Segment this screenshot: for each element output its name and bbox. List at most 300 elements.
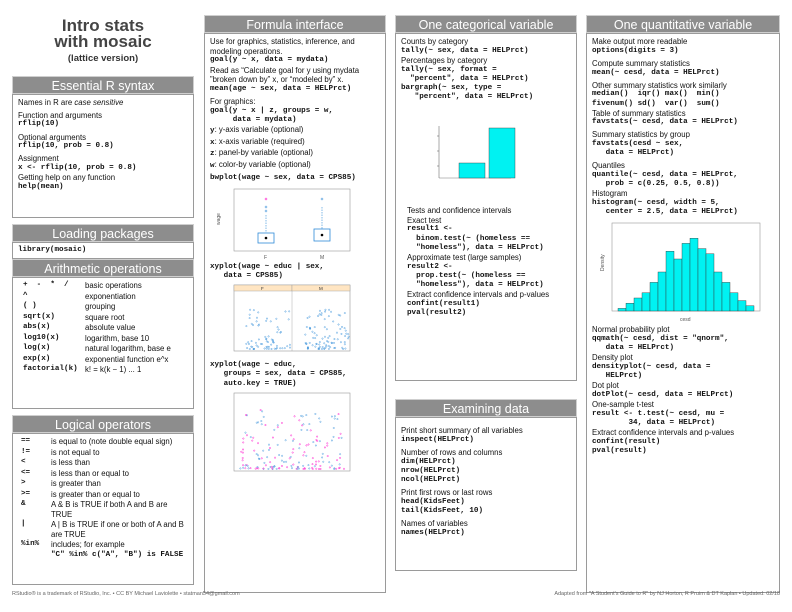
arith-row-2: [23, 302, 171, 313]
onequant-c10: dotPlot(~ cesd, data = HELPrct): [592, 390, 734, 399]
histogram-bar: [706, 254, 714, 311]
essential-header: Essential R syntax: [12, 76, 194, 94]
xyplot-point: [266, 318, 267, 319]
onequant-c8a: qqmath(~ cesd, dist = "qnorm",: [592, 335, 729, 344]
xyplot-groups-point: [265, 464, 266, 465]
xyplot-groups-point: [252, 440, 253, 441]
logical-row-3-desc: is less than or equal to: [51, 468, 130, 478]
xyplot-point: [329, 336, 330, 337]
xyplot-point: [265, 337, 266, 338]
onequant-c12a: confint(result): [592, 437, 661, 446]
arith-row-1-op: ^: [23, 291, 28, 300]
arith-row-3-desc: square root: [85, 312, 125, 322]
xyplot-point: [338, 314, 339, 315]
xyplot-point: [276, 346, 277, 347]
xyplot-groups-point: [320, 421, 321, 422]
xyplot-groups-point: [242, 467, 243, 468]
logical-row-2-op: <: [21, 458, 26, 466]
xyplot-point: [279, 348, 280, 349]
onequant-l6: Quantiles: [592, 161, 625, 171]
formula-var-0: y: y-axis variable (optional): [210, 125, 304, 136]
logical-row-8-desc: includes; for example: [51, 540, 125, 549]
xyplot-groups-point: [301, 424, 302, 425]
onecat-box: [395, 33, 577, 381]
xyplot-point: [274, 348, 275, 349]
xyplot-point: [330, 311, 331, 312]
xyplot-groups-frame: [234, 393, 350, 471]
xyplot-groups-point: [303, 454, 304, 455]
xyplot-groups-point: [250, 436, 251, 437]
xyplot-point: [324, 327, 325, 328]
xyplot-groups-point: [260, 409, 261, 410]
xyplot-groups-point: [263, 416, 264, 417]
onecat-tests: [401, 206, 571, 318]
arith-row-8-desc: k! = k(k − 1) ... 1: [85, 365, 142, 374]
arith-row-4: [23, 323, 171, 334]
logical-row-5: [21, 490, 188, 501]
xyplot-groups-point: [337, 418, 338, 419]
formula-c5a: xyplot(wage ~ educ | sex,: [210, 263, 324, 272]
logical-row-1: [21, 448, 188, 459]
xyplot-point: [340, 315, 341, 316]
xyplot-groups-point: [263, 450, 264, 451]
xyplot-groups-point: [333, 436, 334, 437]
xyplot-groups-point: [253, 437, 254, 438]
xyplot-groups-point: [299, 447, 300, 448]
xyplot-point: [348, 336, 349, 337]
xyplot-groups-point: [277, 424, 278, 425]
logical-row-7-desc: A | B is TRUE if one or both of A and B are TRUE: [51, 520, 184, 539]
histogram-bar: [642, 293, 650, 311]
xyplot-groups-point: [339, 457, 340, 458]
xyplot-groups-point: [281, 465, 282, 466]
histogram-bar: [690, 239, 698, 312]
onecat-l6: Approximate test (large samples): [407, 252, 522, 262]
column-4: [586, 15, 780, 593]
xyplot-groups-point: [315, 461, 316, 462]
logical-row-2: [21, 458, 188, 469]
logical-row-3-op: <=: [21, 468, 31, 477]
arith-box: [12, 277, 194, 409]
xyplot-point: [267, 342, 268, 343]
xyplot-groups-point: [293, 438, 294, 439]
logical-row-1-desc: is not equal to: [51, 447, 100, 457]
histogram-bar: [730, 293, 738, 311]
logical-row-0: [21, 437, 188, 448]
xyplot-point: [328, 316, 329, 317]
xyplot-groups-point: [265, 424, 266, 425]
xyplot-groups-point: [319, 417, 320, 418]
onequant-c3a: median() iqr() max() min(): [592, 90, 720, 99]
xyplot-groups-point: [331, 439, 332, 440]
onequant-l5: Summary statistics by group: [592, 130, 690, 140]
xyplot-point: [322, 347, 323, 348]
xyplot-point: [345, 330, 346, 331]
onequant-l4: Table of summary statistics: [592, 108, 686, 118]
xyplot-point: [258, 312, 259, 313]
xyplot-groups-point: [261, 423, 262, 424]
histogram-bar: [618, 309, 626, 312]
onequant-c6b: prob = c(0.25, 0.5, 0.8)): [592, 180, 720, 189]
examining-c2b: nrow(HELPrct): [401, 466, 461, 475]
xyplot-point: [287, 346, 288, 347]
bargraph-bar-male: [489, 128, 515, 178]
onequant-l2: Compute summary statistics: [592, 58, 690, 68]
xyplot-panel-chart: [214, 283, 354, 361]
xyplot-groups-point: [331, 465, 332, 466]
xyplot-groups-point: [319, 440, 320, 441]
xyplot-point: [247, 342, 248, 343]
xyplot-groups-point: [334, 415, 335, 416]
essential-c5: help(mean): [18, 183, 64, 191]
xyplot-groups-point: [323, 461, 324, 462]
histogram-bar: [666, 252, 674, 312]
xyplot-point: [341, 334, 342, 335]
histogram-bar: [634, 298, 642, 311]
xyplot-groups-point: [291, 465, 292, 466]
xyplot-groups-point: [313, 441, 314, 442]
logical-row-4-desc: is greater than: [51, 479, 101, 488]
xyplot-point: [326, 341, 327, 342]
onequant-c2: mean(~ cesd, data = HELPrct): [592, 68, 720, 77]
onequant-l7: Histogram: [592, 189, 628, 199]
essential-l1b: case sensitive: [74, 98, 124, 107]
onecat-c1: tally(~ sex, data = HELPrct): [401, 46, 529, 55]
xyplot-point: [316, 335, 317, 336]
xyplot-groups-point: [308, 444, 309, 445]
onecat-c3a: bargraph(~ sex, type =: [401, 83, 502, 92]
xyplot-groups-point: [327, 442, 328, 443]
xyplot-groups-point: [291, 467, 292, 468]
xyplot-point: [319, 342, 320, 343]
onecat-c6b: prop.test(~ (homeless ==: [407, 271, 526, 280]
xyplot-point: [347, 338, 348, 339]
xyplot-point: [314, 333, 315, 334]
xyplot-point: [246, 343, 247, 344]
xyplot-point: [265, 321, 266, 322]
xyplot-groups-point: [321, 456, 322, 457]
xyplot-point: [345, 348, 346, 349]
column-2: [204, 15, 386, 593]
essential-l3: Optional arguments: [18, 132, 87, 142]
xyplot-groups-point: [242, 457, 243, 458]
logical-row-6: [21, 500, 188, 520]
formula-c5b: data = CPS85): [210, 272, 283, 281]
logical-row-2-desc: is less than: [51, 458, 91, 467]
xyplot-groups-point: [277, 444, 278, 445]
xyplot-groups-point: [250, 467, 251, 468]
arith-row-1-desc: exponentiation: [85, 291, 136, 301]
bargraph-chart: [401, 106, 571, 206]
xyplot-point: [288, 319, 289, 320]
formula-c2: mean(age ~ sex, data = HELPrct): [210, 85, 352, 94]
title-line2: with mosaic: [54, 32, 152, 51]
histogram-bar: [650, 283, 658, 312]
xyplot-groups-point: [268, 444, 269, 445]
arith-row-4-op: abs(x): [23, 323, 51, 331]
xyplot-groups-point: [327, 455, 328, 456]
examining-box: [395, 417, 577, 571]
xyplot-point: [249, 318, 250, 319]
xyplot-point: [325, 309, 326, 310]
xyplot-groups-point: [256, 422, 257, 423]
loading-header: Loading packages: [12, 224, 194, 242]
bwplot-outlier-pink: [265, 198, 267, 200]
examining-c2c: ncol(HELPrct): [401, 475, 461, 484]
xyplot-groups-point: [269, 447, 270, 448]
xyplot-groups-point: [261, 420, 262, 421]
formula-c6b: groups = sex, data = CPS85,: [210, 370, 347, 379]
xyplot-groups-chart: [214, 391, 354, 475]
xyplot-point: [319, 310, 320, 311]
xyplot-point: [321, 349, 322, 350]
xyplot-groups-point: [341, 437, 342, 438]
logical-row-6-op: &: [21, 500, 26, 508]
arith-row-8: [23, 365, 171, 376]
xyplot-point: [315, 346, 316, 347]
bwplot-chart: [214, 185, 354, 263]
arith-row-1: [23, 292, 171, 303]
logical-row-4: [21, 479, 188, 490]
onequant-l1: Make output more readable: [592, 37, 688, 46]
examining-header: Examining data: [395, 399, 577, 417]
xyplot-groups-point: [339, 463, 340, 464]
xyplot-groups-point: [264, 462, 265, 463]
logical-row-1-op: !=: [21, 447, 31, 456]
arith-row-7-desc: exponential function e^x: [85, 354, 169, 364]
onecat-l2: Percentages by category: [401, 55, 488, 65]
histogram-bar: [746, 306, 754, 311]
onequant-c9b: HELPrct): [592, 372, 643, 381]
histogram-bar: [674, 259, 682, 311]
xyplot-point: [309, 343, 310, 344]
histogram-bar: [626, 304, 634, 312]
loading-code: library(mosaic): [18, 246, 87, 254]
xyplot-groups-point: [315, 445, 316, 446]
xyplot-groups-point: [340, 433, 341, 434]
arith-row-2-desc: grouping: [85, 302, 116, 311]
xyplot-groups-point: [343, 468, 344, 469]
xyplot-groups-point: [290, 456, 291, 457]
essential-l1: [18, 98, 188, 108]
logical-row-3: [21, 469, 188, 480]
xyplot-groups-point: [272, 437, 273, 438]
arith-row-4-desc: absolute value: [85, 323, 136, 332]
onecat-c3b: "percent", data = HELPrct): [401, 92, 534, 101]
xyplot-groups-point: [320, 468, 321, 469]
histogram-bar: [714, 272, 722, 311]
xyplot-groups-point: [274, 429, 275, 430]
formula-var-1: x: x-axis variable (required): [210, 136, 305, 147]
xyplot-groups-point: [306, 414, 307, 415]
xyplot-point: [341, 327, 342, 328]
xyplot-groups-point: [315, 413, 316, 414]
xyplot-groups-point: [308, 464, 309, 465]
xyplot-groups-point: [256, 453, 257, 454]
logical-box: [12, 433, 194, 585]
arith-row-5-op: log10(x): [23, 333, 60, 342]
histogram-bar: [658, 272, 666, 311]
xyplot-point: [340, 342, 341, 343]
xyplot-groups-point: [257, 466, 258, 467]
xyplot-groups-point: [246, 434, 247, 435]
xyplot-groups-point: [304, 451, 305, 452]
formula-read1: Read as “Calculate goal for y using mydata ”broken down by” x, or “modeled by” x.: [210, 65, 360, 85]
arith-row-6: [23, 344, 171, 355]
xyplot-groups-point: [322, 453, 323, 454]
xyplot-groups-point: [309, 467, 310, 468]
xyplot-point: [309, 316, 310, 317]
examining-l4: Names of variables: [401, 518, 468, 528]
arith-table: [23, 281, 171, 376]
examining-l3: Print first rows or last rows: [401, 487, 493, 497]
bwplot-f-outlier1: [265, 210, 267, 212]
xyplot-point: [270, 344, 271, 345]
onequant-l11: One-sample t-test: [592, 400, 654, 410]
xyplot-point: [314, 338, 315, 339]
xyplot-point: [306, 327, 307, 328]
logical-row-7-op: |: [21, 520, 26, 528]
logical-header: Logical operators: [12, 415, 194, 433]
xyplot-point: [342, 349, 343, 350]
xyplot-groups-point: [293, 448, 294, 449]
xyplot-strip-f-label: F: [261, 286, 264, 292]
xyplot-groups-point: [242, 452, 243, 453]
xyplot-groups-point: [254, 450, 255, 451]
xyplot-groups-point: [309, 423, 310, 424]
essential-l4: Assignment: [18, 154, 59, 164]
xyplot-groups-point: [283, 461, 284, 462]
formula-c3b: data = mydata): [210, 116, 297, 124]
onecat-l1: Counts by category: [401, 37, 469, 46]
xyplot-point: [256, 317, 257, 318]
onecat-c6c: "homeless"), data = HELPrct): [407, 280, 544, 289]
onecat-c5a: result1 <-: [407, 225, 453, 234]
onequant-l8: Normal probability plot: [592, 325, 670, 335]
xyplot-groups-point: [306, 444, 307, 445]
essential-box: [12, 94, 194, 218]
xyplot-point: [264, 348, 265, 349]
examining-l1: Print short summary of all variables: [401, 426, 523, 435]
arith-row-2-op: ( ): [23, 302, 37, 310]
footer-left: RStudio® is a trademark of RStudio, Inc. • CC BY Michael Laviolette • statman54@gmail.com: [12, 591, 240, 598]
arith-row-0: [23, 281, 171, 292]
xyplot-groups-point: [292, 440, 293, 441]
logical-row-5-op: >=: [21, 489, 31, 498]
histogram-bar: [698, 249, 706, 311]
xyplot-groups-point: [302, 415, 303, 416]
bwplot-xb: M: [320, 255, 325, 262]
essential-c2: rflip(10): [18, 120, 60, 129]
onequant-l3: Other summary statistics work similarly: [592, 80, 727, 90]
logical-row-4-op: >: [21, 479, 26, 487]
xyplot-strip-m-label: M: [319, 286, 323, 292]
xyplot-groups-point: [336, 459, 337, 460]
histogram-bars: [618, 239, 754, 312]
xyplot-groups-point: [298, 461, 299, 462]
xyplot-point: [313, 338, 314, 339]
logical-row-6-desc: A & B is TRUE if both A and B are TRUE: [51, 500, 168, 519]
xyplot-point: [249, 314, 250, 315]
bwplot-m-outlier: [321, 198, 323, 200]
onequant-c11a: result <- t.test(~ cesd, mu =: [592, 409, 725, 418]
xyplot-groups-point: [285, 461, 286, 462]
onecat-c5b: binom.test(~ (homeless ==: [407, 234, 531, 243]
onequant-c4: favstats(~ cesd, data = HELPrct): [592, 118, 738, 127]
xyplot-groups-point: [324, 446, 325, 447]
xyplot-groups-point: [299, 443, 300, 444]
bwplot-f-median: [265, 237, 268, 240]
xyplot-point: [251, 341, 252, 342]
xyplot-groups-point: [285, 439, 286, 440]
title-block: [12, 0, 194, 76]
xyplot-point: [337, 339, 338, 340]
xyplot-groups-point: [312, 457, 313, 458]
xyplot-groups-point: [261, 457, 262, 458]
arith-row-5-desc: logarithm, base 10: [85, 333, 150, 343]
xyplot-point: [253, 310, 254, 311]
xyplot-point: [289, 344, 290, 345]
xyplot-groups-point: [312, 463, 313, 464]
arith-row-8-op: factorial(k): [23, 365, 78, 373]
xyplot-groups-point: [242, 459, 243, 460]
xyplot-groups-point: [268, 449, 269, 450]
xyplot-point: [336, 332, 337, 333]
xyplot-groups-point: [339, 453, 340, 454]
xyplot-groups-point: [331, 416, 332, 417]
onequant-c11b: 34, data = HELPrct): [592, 418, 716, 427]
histogram-ylabel: Density: [600, 254, 606, 272]
logical-row-0-desc: is equal to (note double equal sign): [51, 437, 173, 446]
xyplot-groups-point: [274, 457, 275, 458]
xyplot-point: [249, 349, 250, 350]
xyplot-point: [251, 324, 252, 325]
onecat-c5c: "homeless"), data = HELPrct): [407, 243, 544, 252]
onequant-c7b: center = 2.5, data = HELPrct): [592, 208, 738, 217]
logical-row-5-desc: is greater than or equal to: [51, 489, 140, 499]
onequant-header: One quantitative variable: [586, 15, 780, 33]
onecat-c7a: confint(result1): [407, 299, 480, 308]
xyplot-point: [277, 327, 278, 328]
formula-c6a: xyplot(wage ~ educ,: [210, 361, 297, 370]
xyplot-point: [340, 329, 341, 330]
onequant-c5b: data = HELPrct): [592, 149, 675, 158]
subtitle: (lattice version): [67, 53, 139, 64]
xyplot-groups-point: [243, 441, 244, 442]
xyplot-point: [256, 345, 257, 346]
xyplot-point: [324, 319, 325, 320]
logical-row-8: [21, 540, 188, 551]
onequant-c9a: densityplot(~ cesd, data =: [592, 363, 711, 372]
xyplot-point: [288, 311, 289, 312]
xyplot-groups-point: [315, 463, 316, 464]
onequant-box: [586, 33, 780, 593]
xyplot-groups-point: [258, 467, 259, 468]
xyplot-groups-point: [294, 415, 295, 416]
onequant-l10: Dot plot: [592, 381, 619, 391]
xyplot-point: [344, 313, 345, 314]
xyplot-groups-point: [245, 467, 246, 468]
xyplot-groups-point: [293, 464, 294, 465]
formula-c1: goal(y ~ x, data = mydata): [210, 56, 329, 65]
xyplot-groups-point: [281, 460, 282, 461]
bwplot-xa: F: [264, 255, 268, 262]
xyplot-point: [305, 334, 306, 335]
xyplot-groups-point: [301, 429, 302, 430]
xyplot-groups-point: [241, 451, 242, 452]
xyplot-point: [268, 336, 269, 337]
xyplot-point: [285, 311, 286, 312]
